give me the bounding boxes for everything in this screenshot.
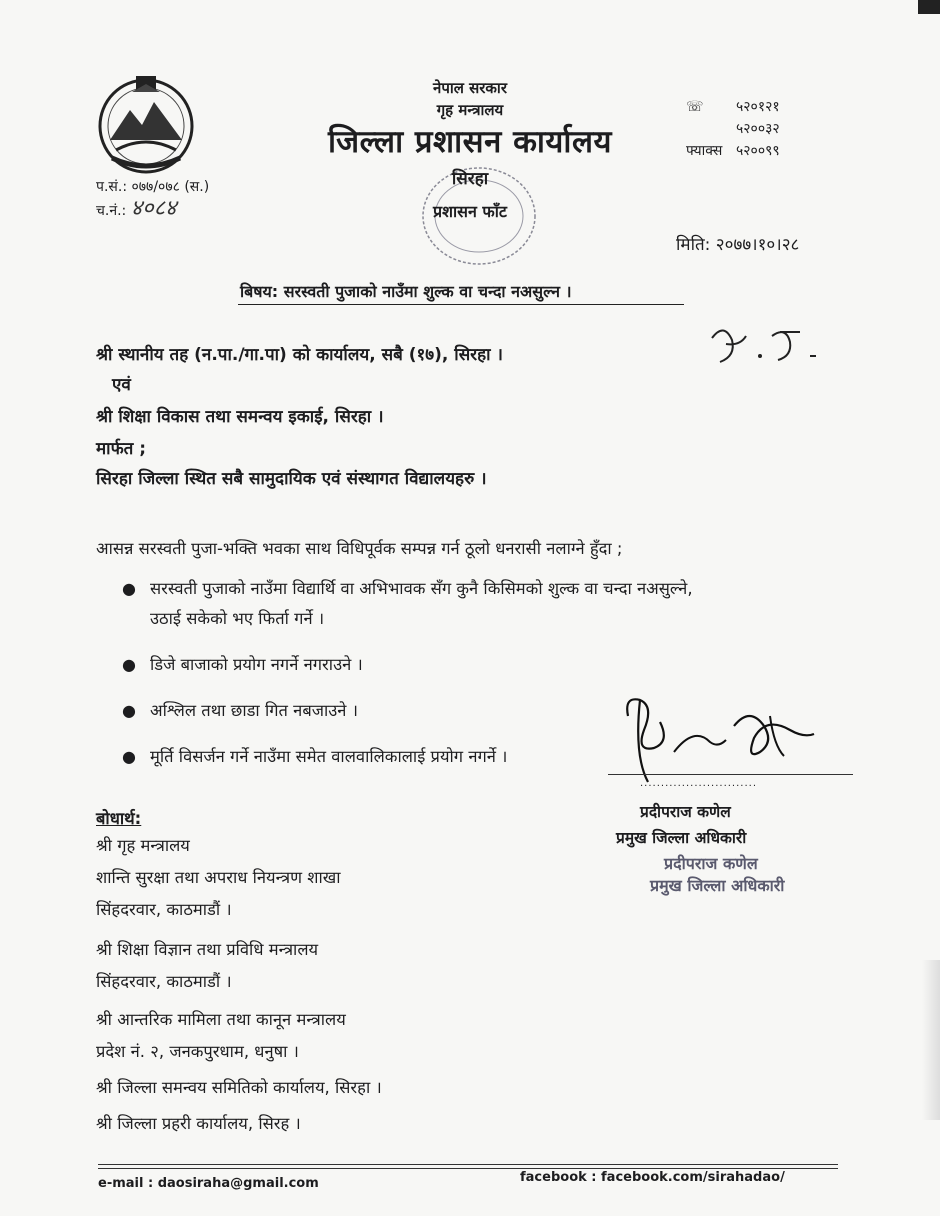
phone-number-2: ५२००३२ [736,121,780,137]
letter-date: मिति: २०७७।१०।२८ [676,235,800,255]
footer-email: e-mail : daosiraha@gmail.com [98,1176,319,1191]
scan-edge-mark [918,0,940,14]
list-item-text: सरस्वती पुजाको नाउँमा विद्यार्थि वा अभिभावक सँग कुनै किसिमको शुल्क वा चन्दा नअसुल्ने, [150,579,693,598]
cc-district-coordination [96,1072,382,1104]
cc-line: श्री गृह मन्त्रालय [96,836,190,855]
cc-district-police [96,1108,301,1140]
addressee-schools: सिरहा जिल्ला स्थित सबै सामुदायिक एवं संस्थागत विद्यालयहरु । [96,469,487,489]
cc-line: श्री जिल्ला समन्वय समितिको कार्यालय, सिरहा । [96,1078,382,1097]
contact-block [686,96,780,162]
signature-rule [608,774,853,775]
reference-block [96,176,209,222]
list-item-text: मूर्ति विसर्जन गर्ने नाउँमा समेत वालवालिकालाई प्रयोग नगर्ने । [150,747,508,766]
list-item-text: अश्लिल तथा छाडा गित नबजाउने । [150,701,358,720]
cc-line: प्रदेश नं. २, जनकपुरधाम, धनुषा । [96,1042,299,1061]
government-name: नेपाल सरकार [433,79,507,97]
cn-label: च.नं.: [96,203,127,219]
cc-education-ministry [96,934,318,998]
office-title: जिल्ला प्रशासन कार्यालय [328,124,612,160]
signatory-title: प्रमुख जिल्ला अधिकारी [616,829,747,847]
cc-line: श्री आन्तरिक मामिला तथा कानून मन्त्रालय [96,1010,346,1029]
cn-value: ४०८४ [130,196,177,221]
ps-label: प.सं.: [96,179,128,195]
cc-line: शान्ति सुरक्षा तथा अपराध नियन्त्रण शाखा [96,868,341,887]
cc-line: श्री शिक्षा विज्ञान तथा प्रविधि मन्त्रालय [96,940,319,959]
signature-dots: ............................ [640,778,758,789]
bullet-icon: ● [122,701,136,720]
signatory-name: प्रदीपराज कणेल [640,803,731,821]
ministry-name: गृह मन्त्रालय [436,101,504,119]
section-name: प्रशासन फाँट [433,202,507,221]
signature-icon [614,686,834,786]
fax-number: ५२००९९ [736,143,780,159]
ps-value: ०७७/०७८ (स.) [131,179,210,195]
addressee-and: एवं [112,375,131,395]
addressee-via: मार्फत ; [96,439,147,459]
cc-line: सिंहदरवार, काठमाडौं । [96,900,232,919]
list-item [122,574,822,634]
phone-icon: ☏ [686,99,704,115]
handwritten-initials-icon [706,316,822,376]
cc-internal-affairs-ministry [96,1004,346,1068]
cc-home-ministry [96,830,341,926]
bullet-icon: ● [122,579,136,598]
phone-number-1: ५२०१२१ [736,99,780,115]
bullet-icon: ● [122,655,136,674]
district-name: सिरहा [451,169,489,189]
list-item-text: उठाई सकेको भए फिर्ता गर्ने । [150,609,325,628]
cc-line: श्री जिल्ला प्रहरी कार्यालय, सिरह । [96,1114,301,1133]
cc-heading: बोधार्थ: [96,809,142,828]
list-item [122,650,822,680]
footer-facebook: facebook : facebook.com/sirahadao/ [520,1170,785,1185]
stamp-signatory-title: प्रमुख जिल्ला अधिकारी [650,876,785,895]
addressee-local-units: श्री स्थानीय तह (न.पा./गा.पा) को कार्यालय, सबै (१७), सिरहा । [96,345,503,365]
stamp-signatory-name: प्रदीपराज कणेल [664,854,758,873]
body-intro: आसन्न सरस्वती पुजा-भक्ति भवका साथ विधिपूर्वक सम्पन्न गर्न ठूलो धनरासी नलाग्ने हुँदा ; [96,539,623,558]
cc-line: सिंहदरवार, काठमाडौं । [96,972,232,991]
subject-line: बिषय: सरस्वती पुजाको नाउँमा शुल्क वा चन्दा नअसुल्न । [240,282,572,301]
bullet-icon: ● [122,747,136,766]
subject-underline [238,304,684,305]
footer-rule [98,1168,838,1169]
fax-label: फ्याक्स [686,143,723,159]
footer-rule [98,1164,838,1165]
list-item-text: डिजे बाजाको प्रयोग नगर्ने नगराउने । [150,655,363,674]
scan-edge-shadow [922,960,940,1120]
addressee-education-unit: श्री शिक्षा विकास तथा समन्वय इकाई, सिरहा । [96,407,384,427]
